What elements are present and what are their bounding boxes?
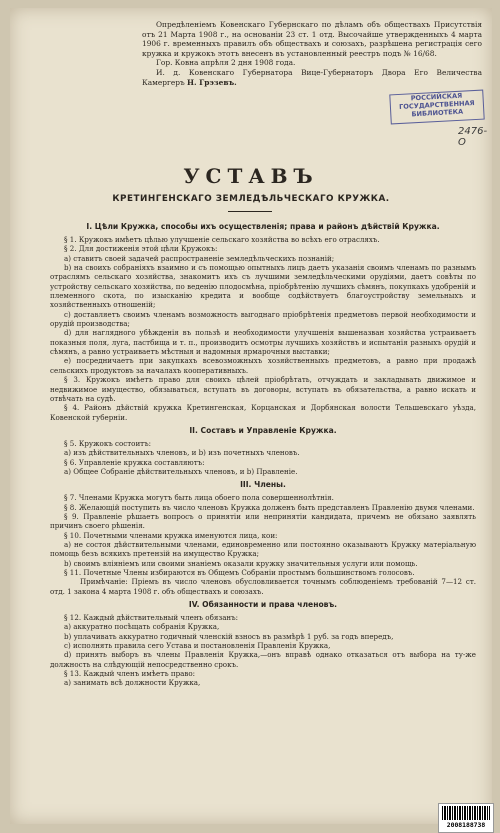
paragraph: а) не состоя дѣйствительными членами, единовременно или постоянно оказываютъ Кружку матеріальную помощь безъ всякихъ претензій на имущество Кружка; bbox=[50, 539, 476, 559]
paragraph: § 4. Районъ дѣйствій кружка Кретингенская, Корцанская и Дорбянская волости Тельшевскаго уѣзда, Ковенской губерніи. bbox=[50, 403, 476, 422]
barcode-label bbox=[438, 803, 494, 833]
paragraph: § 9. Правленіе рѣшаетъ вопросъ о принятіи или непринятіи кандидата, причемъ не обязано заявлять причинъ своего рѣшенія. bbox=[50, 511, 476, 531]
document-page bbox=[10, 8, 492, 829]
registration-signature-line bbox=[142, 68, 482, 87]
barcode-number: 2008188738 bbox=[446, 821, 486, 829]
registration-signer: Н. Грэзевъ. bbox=[187, 77, 237, 87]
paragraph: c) исполнять правила сего Устава и постановленія Правленія Кружка, bbox=[64, 641, 331, 651]
section-3-heading: III. Члены. bbox=[240, 480, 286, 490]
registration-text: Опредѣленіемъ Ковенскаго Губернскаго по дѣламъ объ обществахъ Присутствія отъ 21 Марта 1908 г., на основаніи 23 ст. 1 отд. Высочайше утвержденныхъ 4 марта 1906 г. временныхъ правилъ объ обществахъ и союзахъ, разрѣшена регистрація сего кружка и кружокъ этотъ внесенъ въ установленный реестръ подъ № 16/68. bbox=[142, 20, 482, 58]
paragraph: а) изъ дѣйствительныхъ членовъ, и b) изъ почетныхъ членовъ. bbox=[64, 448, 300, 458]
library-stamp: РОССИЙСКАЯ ГОСУДАРСТВЕННАЯ БИБЛИОТЕКА bbox=[389, 90, 484, 125]
paragraph: c) доставляетъ своимъ членамъ возможность выгоднаго пріобрѣтенія предметовъ первой необходимости и орудій производства; bbox=[50, 309, 476, 329]
paragraph: b) своимъ вліяніемъ или своими знаніемъ оказали кружку значительныя услуги или помощь. bbox=[64, 558, 418, 568]
document-subtitle: КРЕТИНГЕНСКАГО ЗЕМЛЕДѢЛЬЧЕСКАГО КРУЖКА. bbox=[112, 194, 390, 204]
paragraph: § 12. Каждый дѣйствительный членъ обязанъ: bbox=[64, 613, 239, 623]
paragraph: d) для наглядного убѣжденія въ пользѣ и необходимости улучшенія вышеназван хозяйства устраиваетъ показныя поля, луга, пастбища и т. п., производитъ осмотры лучшихъ хозяйствъ и испытанія разныхъ орудій и сѣмянъ, а равно устраиваетъ мѣстныя и надомныя ярмарочныя выставки; bbox=[50, 328, 476, 357]
document-title: УСТАВЪ bbox=[183, 164, 319, 188]
paragraph: а) аккуратно посѣщать собранія Кружка, bbox=[64, 622, 220, 632]
paragraph: § 5. Кружокъ состоитъ: bbox=[64, 438, 151, 448]
barcode-bars bbox=[442, 806, 490, 820]
paragraph: b) на своихъ собраніяхъ взаимно и съ помощью опытныхъ лицъ даетъ указанія своимъ членамъ по разнымъ отраслямъ сельскаго хозяйства, знакомитъ ихъ съ лучшими земледѣльческими орудіями, даетъ совѣты по устройству сельскаго хозяйства, по веденію плодосмѣна, пріобрѣтенію лучшихъ сѣмянъ, покупкахъ удобреній и племенного скота, по изысканію кредита и вообще содѣйствуетъ благоустройству земельныхъ и хозяйственныхъ отношеній; bbox=[50, 263, 476, 310]
paragraph: § 11. Почетные Члены избираются въ Общемъ Собраніи простымъ большинствомъ голосовъ. bbox=[64, 568, 415, 577]
paragraph: § 2. Для достиженія этой цѣли Кружокъ: bbox=[64, 244, 218, 254]
registration-note bbox=[142, 20, 482, 87]
title-divider bbox=[228, 211, 272, 212]
paragraph: § 3. Кружокъ имѣетъ право для своихъ цѣлей пріобрѣтать, отчуждать и закладывать движимое и недвижимое имущество, обязываться, вступать въ договоры, вступать въ обязательства, а равно искать и отвѣчать на судѣ. bbox=[50, 375, 476, 403]
registration-date: Гор. Ковна апрѣля 2 дня 1908 года. bbox=[156, 58, 296, 68]
paragraph: e) посредничаетъ при закупкахъ всевозможныхъ хозяйственныхъ предметовъ, а равно при продажѣ сельскихъ продуктовъ за началахъ кооперативныхъ. bbox=[50, 356, 476, 375]
handwritten-number: 2476-О bbox=[458, 126, 488, 148]
note-paragraph: Примѣчаніе: Пріемъ въ число членовъ обусловливается точнымъ соблюденіемъ требованій 7—12 ст. отд. 1 закона 4 марта 1908 г. объ обществахъ и союзахъ. bbox=[50, 577, 476, 596]
section-2-heading: II. Составъ и Управленіе Кружка. bbox=[189, 425, 337, 435]
paragraph: d) принять выборъ въ члены Правленія Кружка,—онъ вправѣ однако отказаться отъ выбора на ту-же должность на слѣдующій непосредственно срокъ. bbox=[50, 650, 476, 669]
section-1-heading: I. Цѣли Кружка, способы ихъ осуществленія; права и районъ дѣйствій Кружка. bbox=[86, 222, 440, 231]
paragraph: а) ставитъ своей задачей распространеніе земледѣльческихъ познаній; bbox=[64, 253, 335, 263]
registration-official-title: И. д. Ковенскаго Губернатора Вице-Губернаторъ Двора Его Величества Камергеръ bbox=[142, 67, 482, 87]
paragraph: § 8. Желающій поступить въ число членовъ Кружка долженъ быть представленъ Правленію двумя членами. bbox=[64, 502, 475, 512]
paragraph: § 1. Кружокъ имѣетъ цѣлью улучшеніе сельскаго хозяйства во всѣхъ его отрасляхъ. bbox=[64, 235, 380, 244]
paragraph: b) уплачивать аккуратно годичный членскій взносъ въ размѣрѣ 1 руб. за годъ впередъ, bbox=[64, 631, 394, 641]
paragraph: а) занимать всѣ должности Кружка, bbox=[64, 678, 201, 688]
paragraph: § 10. Почетными членами кружка именуются лица, кои: bbox=[64, 530, 278, 540]
section-4-heading: IV. Обязанности и права членовъ. bbox=[188, 600, 338, 610]
paragraph: § 7. Членами Кружка могутъ быть лица обоего пола совершеннолѣтнія. bbox=[64, 493, 334, 503]
paragraph: § 6. Управленіе кружка составляютъ: bbox=[64, 457, 205, 467]
paragraph: а) Общее Собраніе дѣйствительныхъ членовъ, и b) Правленіе. bbox=[64, 466, 298, 476]
paragraph: § 13. Каждый членъ имѣетъ право: bbox=[64, 669, 196, 679]
charter-body bbox=[50, 218, 476, 688]
